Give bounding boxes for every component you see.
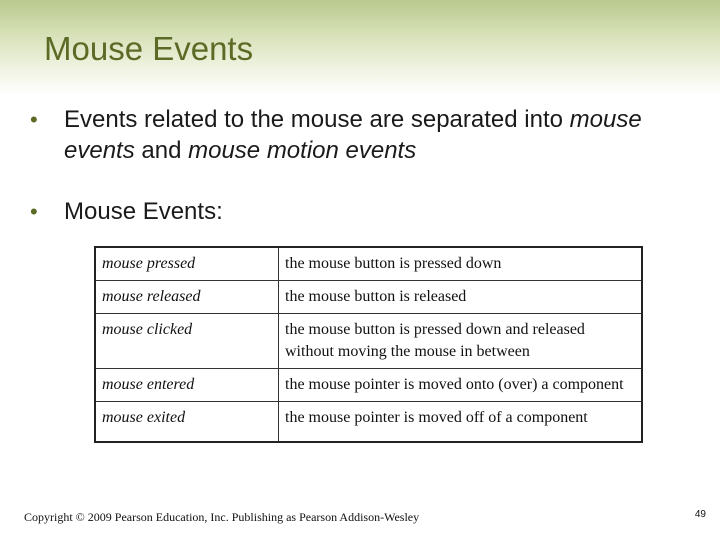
table-row bbox=[95, 369, 642, 402]
copyright-footer: Copyright © 2009 Pearson Education, Inc. Publishing as Pearson Addison-Wesley bbox=[24, 510, 420, 524]
bullet-1-em-mouse-events: mouse events bbox=[64, 106, 642, 164]
event-name-cell: mouse clicked bbox=[95, 314, 279, 369]
event-name-cell: mouse pressed bbox=[95, 247, 279, 281]
mouse-events-table bbox=[94, 246, 643, 443]
table-row bbox=[95, 281, 642, 314]
bullet-icon: • bbox=[30, 199, 38, 224]
bullet-1-em-motion-events: mouse motion events bbox=[188, 137, 417, 164]
bullet-2-text: Mouse Events: bbox=[64, 198, 223, 225]
event-name-cell: mouse exited bbox=[95, 402, 279, 443]
table-row bbox=[95, 402, 642, 443]
table-row bbox=[95, 247, 642, 281]
bullet-list bbox=[30, 104, 680, 227]
event-description-cell: the mouse button is pressed down bbox=[279, 247, 643, 281]
page-number: 49 bbox=[694, 509, 706, 520]
bullet-1-mid: and bbox=[134, 137, 189, 164]
bullet-1-prefix: Events related to the mouse are separated into bbox=[64, 106, 570, 133]
event-description-cell: the mouse button is pressed down and released without moving the mouse in between bbox=[279, 314, 643, 369]
bullet-item-2 bbox=[30, 196, 680, 227]
event-name-cell: mouse released bbox=[95, 281, 279, 314]
event-name-cell: mouse entered bbox=[95, 369, 279, 402]
event-description-cell: the mouse pointer is moved onto (over) a component bbox=[279, 369, 643, 402]
event-description-cell: the mouse button is released bbox=[279, 281, 643, 314]
slide-title: Mouse Events bbox=[44, 30, 254, 67]
table-row bbox=[95, 314, 642, 369]
bullet-icon: • bbox=[30, 107, 38, 132]
bullet-item-1 bbox=[30, 104, 680, 166]
event-description-cell: the mouse pointer is moved off of a component bbox=[279, 402, 643, 443]
